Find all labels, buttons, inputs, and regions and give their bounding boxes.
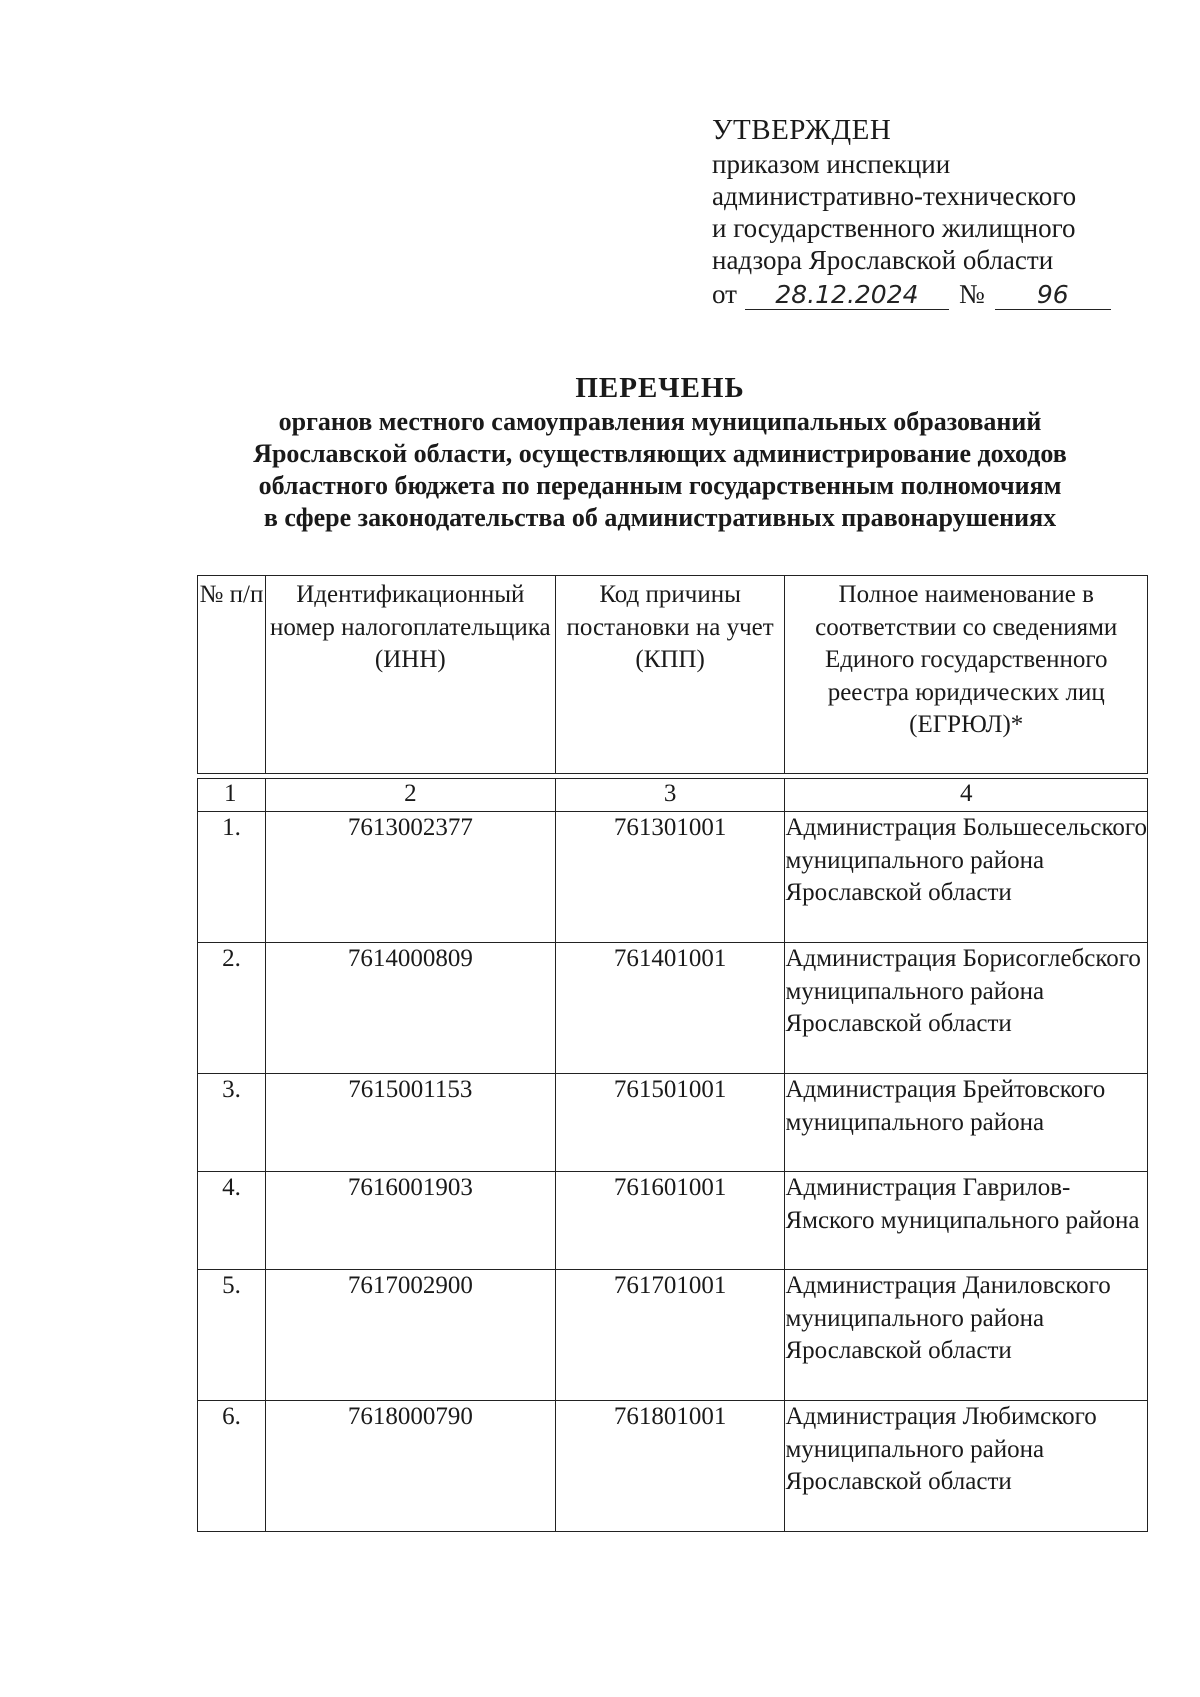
row-number: 3. [198, 1074, 266, 1172]
row-full-name: Администрация Борисоглебского муниципального района Ярославской области [785, 943, 1148, 1074]
handwritten-date: 28.12.2024 [745, 281, 949, 310]
row-inn: 7613002377 [265, 812, 555, 943]
table-row [198, 943, 1148, 1074]
document-subtitle-line: органов местного самоуправления муниципальных образований [278, 407, 1042, 436]
row-kpp: 761301001 [555, 812, 785, 943]
row-inn: 7618000790 [265, 1401, 555, 1532]
row-kpp: 761401001 [555, 943, 785, 1074]
header-kpp: Код причины постановки на учет (КПП) [555, 576, 785, 774]
row-full-name: Администрация Любимского муниципального района Ярославской области [785, 1401, 1148, 1532]
table-row [198, 812, 1148, 943]
row-kpp: 761801001 [555, 1401, 785, 1532]
row-number: 4. [198, 1172, 266, 1270]
table-row [198, 1401, 1148, 1532]
table-row [198, 1270, 1148, 1401]
document-subtitle-line: областного бюджета по переданным государственным полномочиям [258, 471, 1062, 500]
document-title: ПЕРЕЧЕНЬ [575, 372, 745, 404]
from-label: от [712, 279, 737, 309]
number-label: № [958, 279, 985, 309]
approval-date-number-row [712, 278, 1111, 310]
registry-table [197, 575, 1148, 1532]
handwritten-number: 96 [995, 281, 1111, 310]
row-number: 6. [198, 1401, 266, 1532]
row-inn: 7616001903 [265, 1172, 555, 1270]
header-full-name: Полное наименование в соответствии со сведениями Единого государственного реестра юридических лиц (ЕГРЮЛ)* [785, 576, 1148, 774]
table-header-row [198, 576, 1148, 774]
column-index: 4 [785, 779, 1148, 812]
row-number: 1. [198, 812, 266, 943]
row-number: 5. [198, 1270, 266, 1401]
column-index: 3 [555, 779, 785, 812]
table-row [198, 1172, 1148, 1270]
row-inn: 7615001153 [265, 1074, 555, 1172]
table-row [198, 1074, 1148, 1172]
document-heading [180, 370, 1140, 534]
column-index-row [198, 779, 1148, 812]
row-kpp: 761501001 [555, 1074, 785, 1172]
row-full-name: Администрация Гаврилов-Ямского муниципального района [785, 1172, 1148, 1270]
approval-line: надзора Ярославской области [712, 245, 1054, 275]
row-kpp: 761701001 [555, 1270, 785, 1401]
header-inn: Идентификационный номер налогоплательщика (ИНН) [265, 576, 555, 774]
column-index: 2 [265, 779, 555, 812]
row-number: 2. [198, 943, 266, 1074]
approval-title: УТВЕРЖДЕН [712, 114, 892, 146]
row-kpp: 761601001 [555, 1172, 785, 1270]
column-index: 1 [198, 779, 266, 812]
approval-block [712, 112, 1111, 310]
row-full-name: Администрация Даниловского муниципального района Ярославской области [785, 1270, 1148, 1401]
approval-line: и государственного жилищного [712, 213, 1076, 243]
header-number: № п/п [198, 576, 266, 774]
document-subtitle-line: в сфере законодательства об административных правонарушениях [263, 503, 1057, 532]
approval-line: приказом инспекции [712, 149, 951, 179]
document-subtitle-line: Ярославской области, осуществляющих администрирование доходов [253, 439, 1067, 468]
row-inn: 7614000809 [265, 943, 555, 1074]
row-inn: 7617002900 [265, 1270, 555, 1401]
row-full-name: Администрация Большесельского муниципального района Ярославской области [785, 812, 1148, 943]
approval-line: административно-технического [712, 181, 1077, 211]
row-full-name: Администрация Брейтовского муниципального района [785, 1074, 1148, 1172]
